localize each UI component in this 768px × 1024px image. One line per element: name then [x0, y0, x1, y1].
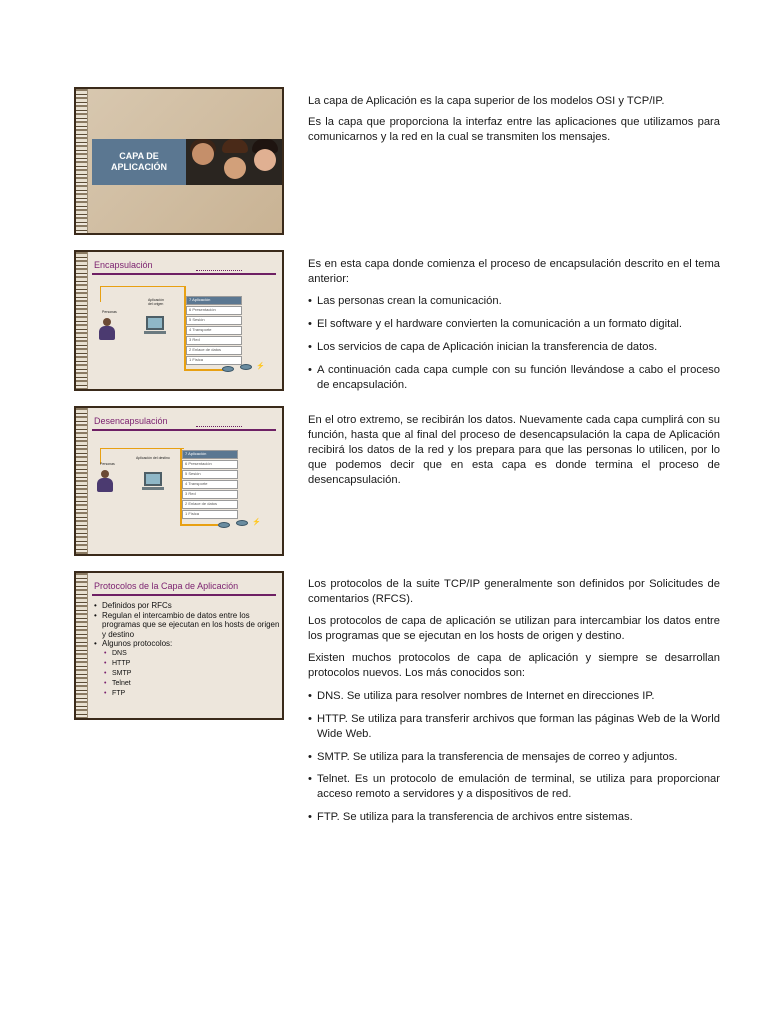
title-underline: [92, 273, 276, 275]
router-icon: [218, 522, 230, 528]
slide-thumbnail-capa-aplicacion: [74, 87, 284, 235]
layer-5: 5 Sesión: [186, 316, 242, 325]
slide-sub-bullet: • DNS: [94, 649, 280, 659]
layer-5: 5 Sesión: [182, 470, 238, 479]
slide-sub-bullet: • SMTP: [94, 669, 280, 679]
computer-icon: [146, 316, 164, 330]
layer-3: 3 Red: [186, 336, 242, 345]
paragraph: En el otro extremo, se recibirán los datos. Nuevamente cada capa cumplirá con su función, hasta que al final del proceso de desencapsulación la capa de Aplicación recibirá los datos de la red y los prepara para que las personas lo utilicen, por lo que podemos decir que en esta capa es donde termina el proceso de desencapsulación.: [308, 414, 720, 486]
slide-thumbnail-protocolos: [74, 571, 284, 720]
router-icon: [240, 364, 252, 370]
person-icon: [96, 470, 114, 492]
slide-thumbnail-encapsulacion: [74, 250, 284, 391]
sender-label: Aplicación del origen: [148, 298, 164, 306]
slide-thumbnail-desencapsulacion: [74, 406, 284, 556]
spiral-binding: [76, 89, 88, 233]
osi-layer-stack: [182, 450, 238, 520]
spiral-binding: [76, 252, 88, 389]
layer-2: 2 Enlace de datos: [182, 500, 238, 509]
slide-title: Encapsulación: [94, 260, 153, 270]
bullet-item: • Los servicios de capa de Aplicación inician la transferencia de datos.: [308, 341, 658, 353]
spiral-binding: [76, 573, 88, 718]
slide-bullet: • Definidos por RFCs: [94, 601, 280, 611]
bullet-item: • Telnet. Es un protocolo de emulación de terminal, se utiliza para proporcionar acceso remoto a servidores y a dispositivos de red.: [308, 773, 720, 800]
title-underline: [92, 429, 276, 431]
bullet-item: • El software y el hardware convierten la comunicación a un formato digital.: [308, 318, 683, 330]
slide-sub-bullet: • HTTP: [94, 659, 280, 669]
link-bolt-icon: ⚡: [256, 363, 265, 370]
bullet-item: • DNS. Se utiliza para resolver nombres de Internet en direcciones IP.: [308, 690, 655, 702]
people-photo-strip: [186, 139, 282, 185]
layer-4: 4 Transporte: [186, 326, 242, 335]
layer-1: 1 Física: [182, 510, 238, 519]
layer-3: 3 Red: [182, 490, 238, 499]
flow-arrow: [100, 448, 184, 449]
slide-bullet: • Regulan el intercambio de datos entre los programas que se ejecutan en los hosts de origen y destino: [94, 611, 280, 640]
slide-title: Desencapsulación: [94, 416, 168, 426]
receiver-label: Aplicación del destino: [136, 456, 170, 460]
person-label: Personas: [102, 310, 117, 314]
paragraph: Existen muchos protocolos de capa de aplicación y siempre se desarrollan protocolos nuevos. Los más conocidos son:: [308, 652, 720, 679]
layer-2: 2 Enlace de datos: [186, 346, 242, 355]
slide-bullet-list: [94, 601, 280, 699]
slide-bullet: • Algunos protocolos:: [94, 639, 280, 649]
spiral-binding: [76, 408, 88, 554]
bullet-item: • HTTP. Se utiliza para transferir archivos que forman las páginas Web de la World Wide Web.: [308, 713, 720, 740]
person-label: Personas: [100, 462, 115, 466]
paragraph: Los protocolos de capa de aplicación se utilizan para intercambiar los datos entre los programas que se ejecutan en los hosts de origen y destino.: [308, 615, 720, 642]
computer-icon: [144, 472, 162, 486]
router-icon: [236, 520, 248, 526]
slide-title: Protocolos de la Capa de Aplicación: [94, 581, 239, 591]
person-icon: [98, 318, 116, 340]
layer-1: 1 Física: [186, 356, 242, 365]
slide-sub-bullet: • Telnet: [94, 679, 280, 689]
paragraph: Es en esta capa donde comienza el proceso de encapsulación descrito en el tema anterior:: [308, 258, 720, 285]
paragraph: Es la capa que proporciona la interfaz entre las aplicaciones que utilizamos para comunicarnos y la red en la cual se transmiten los mensajes.: [308, 116, 720, 143]
slide-title: CAPA DE APLICACIÓN: [111, 151, 167, 172]
title-underline: [92, 594, 276, 596]
bullet-item: • Las personas crean la comunicación.: [308, 295, 502, 307]
paragraph: Los protocolos de la suite TCP/IP generalmente son definidos por Solicitudes de comentarios (RFCS).: [308, 578, 720, 605]
flow-arrow: [100, 286, 184, 287]
bullet-item: • A continuación cada capa cumple con su función llevándose a cabo el proceso de encapsulación.: [308, 364, 720, 391]
slide-sub-bullet: • FTP: [94, 689, 280, 699]
link-bolt-icon: ⚡: [252, 519, 261, 526]
layer-4: 4 Transporte: [182, 480, 238, 489]
layer-7: 7 Aplicación: [186, 296, 242, 305]
layer-6: 6 Presentación: [186, 306, 242, 315]
router-icon: [222, 366, 234, 372]
osi-layer-stack: [186, 296, 242, 366]
layer-7: 7 Aplicación: [182, 450, 238, 459]
bullet-item: • SMTP. Se utiliza para la transferencia de mensajes de correo y adjuntos.: [308, 751, 678, 763]
slide-title-box: [92, 139, 186, 185]
paragraph: La capa de Aplicación es la capa superior de los modelos OSI y TCP/IP.: [308, 95, 665, 107]
layer-6: 6 Presentación: [182, 460, 238, 469]
bullet-item: • FTP. Se utiliza para la transferencia de archivos entre sistemas.: [308, 811, 633, 823]
